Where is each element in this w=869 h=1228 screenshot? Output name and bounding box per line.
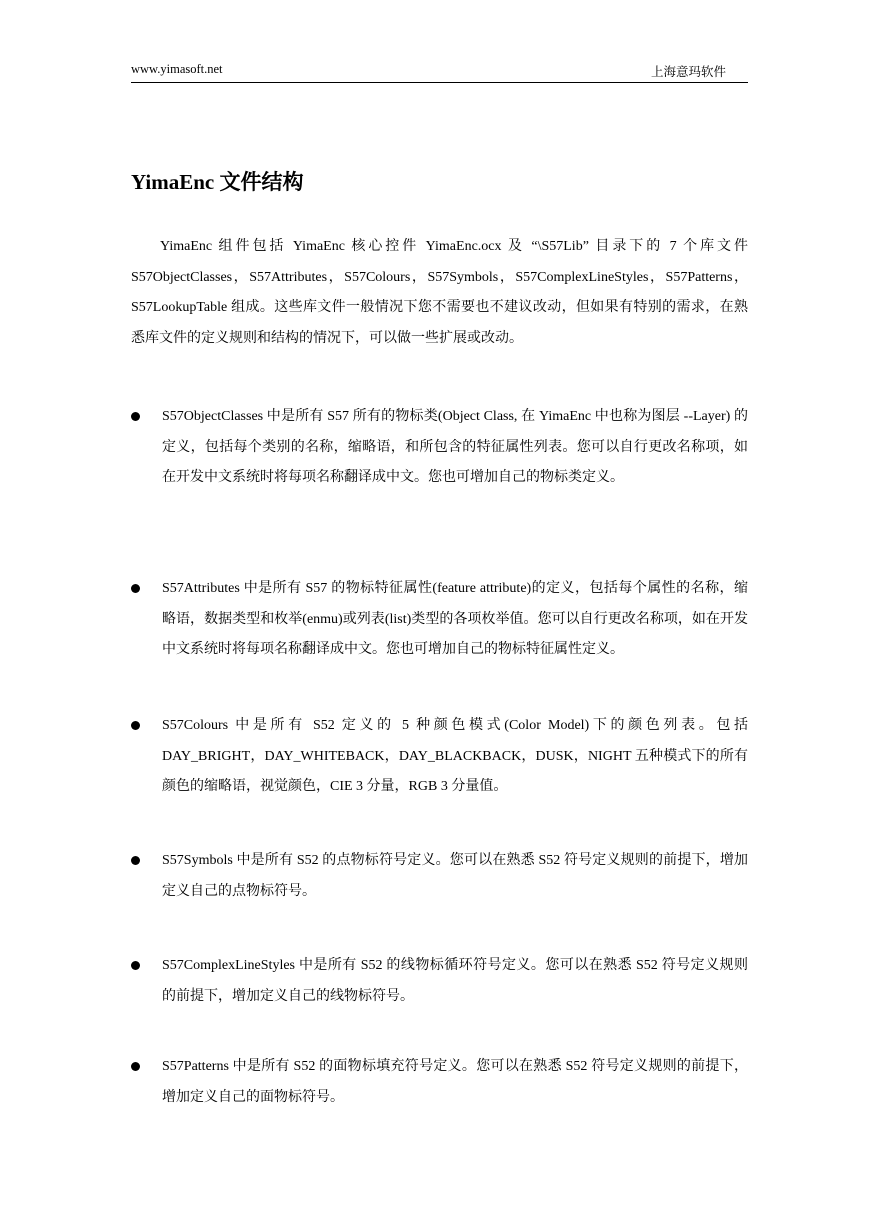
header-company: 上海意玛软件: [650, 65, 726, 79]
list-item-symbols: [131, 846, 748, 907]
list-item-objectclasses: [131, 402, 748, 494]
bullet-icon: [131, 721, 140, 730]
list-item-text: S57ComplexLineStyles 中是所有 S52 的线物标循环符号定义。您可以在熟悉 S52 符号定义规则的前提下，增加定义自己的线物标符号。: [162, 958, 748, 1004]
bullet-icon: [131, 856, 140, 865]
list-item-attributes: [131, 574, 748, 666]
header-website: www.yimasoft.net: [131, 62, 223, 76]
bullet-icon: [131, 961, 140, 970]
list-item-text: S57Colours 中是所有 S52 定义的 5 种颜色模式(Color Model)下的颜色列表。包括 DAY_BRIGHT，DAY_WHITEBACK，DAY_BLACKBACK，DUSK，NIGHT 五种模式下的所有颜色的缩略语，视觉颜色，CIE 3 分量，RGB 3 分量值。: [162, 718, 748, 794]
bullet-icon: [131, 584, 140, 593]
list-item-patterns: [131, 1052, 748, 1113]
intro-paragraph: YimaEnc 组件包括 YimaEnc 核心控件 YimaEnc.ocx 及 “\S57Lib” 目录下的 7 个库文件 S57ObjectClasses，S57Attributes，S57Colours，S57Symbols，S57ComplexLineStyles，S57Patterns，S57LookupTable 组成。这些库文件一般情况下您不需要也不建议改动，但如果有特别的需求，在熟悉库文件的定义规则和结构的情况下，可以做一些扩展或改动。: [131, 239, 748, 346]
bullet-icon: [131, 412, 140, 421]
list-item-colours: [131, 711, 748, 803]
list-item-text: S57Patterns 中是所有 S52 的面物标填充符号定义。您可以在熟悉 S52 符号定义规则的前提下，增加定义自己的面物标符号。: [162, 1059, 748, 1105]
list-item-text: S57Symbols 中是所有 S52 的点物标符号定义。您可以在熟悉 S52 符号定义规则的前提下，增加定义自己的点物标符号。: [162, 853, 748, 899]
list-item-text: S57Attributes 中是所有 S57 的物标特征属性(feature attribute)的定义，包括每个属性的名称，缩略语，数据类型和枚举(enmu)或列表(list)类型的各项枚举值。您可以自行更改名称项，如在开发中文系统时将每项名称翻译成中文。您也可增加自己的物标特征属性定义。: [162, 581, 748, 657]
bullet-icon: [131, 1062, 140, 1071]
list-item-complexlinestyles: [131, 951, 748, 1012]
document-title: YimaEnc 文件结构: [131, 170, 304, 194]
list-item-text: S57ObjectClasses 中是所有 S57 所有的物标类(Object Class, 在 YimaEnc 中也称为图层 --Layer) 的定义，包括每个类别的名称，缩略语，和所包含的特征属性列表。您可以自行更改名称项，如在开发中文系统时将每项名称翻译成中文。您也可增加自己的物标类定义。: [162, 409, 748, 485]
page-header: [131, 60, 748, 83]
